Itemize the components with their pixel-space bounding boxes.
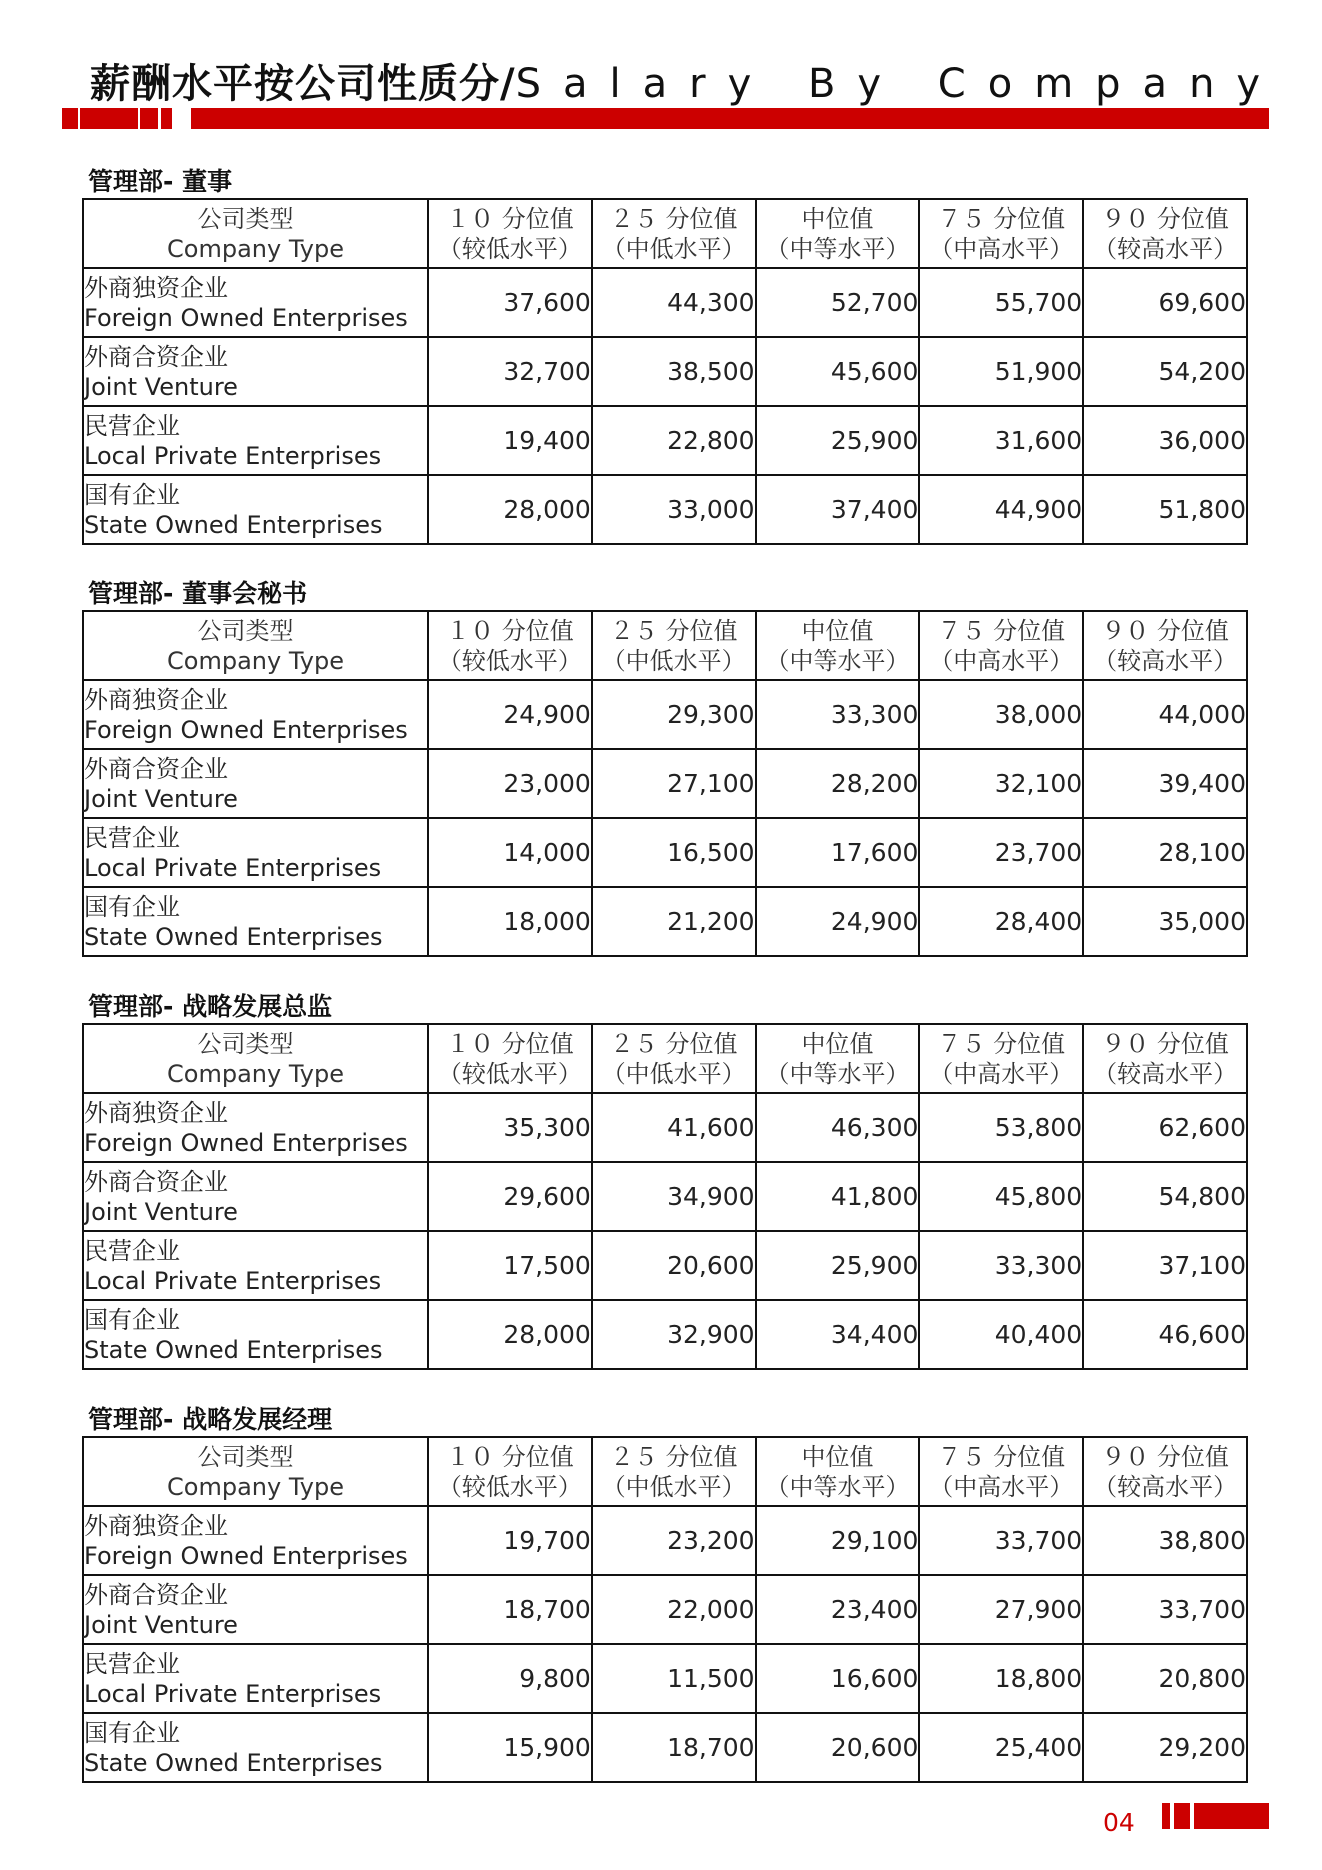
table-row xyxy=(83,818,1247,887)
page-title-cn: 薪酬水平按公司性质分/ xyxy=(90,61,516,107)
header-p75: ７５ 分位值 （中高水平） xyxy=(919,611,1083,680)
company-type-cell: 外商合资企业 Joint Venture xyxy=(83,1575,428,1644)
value-cell: 44,000 xyxy=(1083,680,1247,749)
header-p75: ７５ 分位值 （中高水平） xyxy=(919,1024,1083,1093)
header-p90: ９０ 分位值 （较高水平） xyxy=(1083,1437,1247,1506)
value-cell: 23,000 xyxy=(428,749,592,818)
value-cell: 37,100 xyxy=(1083,1231,1247,1300)
value-cell: 16,500 xyxy=(592,818,756,887)
value-cell: 38,000 xyxy=(919,680,1083,749)
header-company-type: 公司类型 Company Type xyxy=(83,611,428,680)
value-cell: 20,600 xyxy=(592,1231,756,1300)
value-cell: 46,600 xyxy=(1083,1300,1247,1369)
section-title: 管理部- 战略发展总监 xyxy=(88,992,333,1021)
value-cell: 34,900 xyxy=(592,1162,756,1231)
value-cell: 33,700 xyxy=(919,1506,1083,1575)
value-cell: 11,500 xyxy=(592,1644,756,1713)
value-cell: 45,800 xyxy=(919,1162,1083,1231)
value-cell: 28,400 xyxy=(919,887,1083,956)
value-cell: 54,200 xyxy=(1083,337,1247,406)
value-cell: 34,400 xyxy=(756,1300,920,1369)
table-header-row xyxy=(83,611,1247,680)
table-row xyxy=(83,1506,1247,1575)
value-cell: 39,400 xyxy=(1083,749,1247,818)
value-cell: 16,600 xyxy=(756,1644,920,1713)
section-title: 管理部- 董事会秘书 xyxy=(88,579,308,608)
section-title: 管理部- 战略发展经理 xyxy=(88,1405,333,1434)
value-cell: 18,800 xyxy=(919,1644,1083,1713)
value-cell: 62,600 xyxy=(1083,1093,1247,1162)
table-header-row xyxy=(83,199,1247,268)
header-company-type: 公司类型 Company Type xyxy=(83,1437,428,1506)
company-type-cell: 国有企业 State Owned Enterprises xyxy=(83,475,428,544)
company-type-cell: 民营企业 Local Private Enterprises xyxy=(83,1644,428,1713)
value-cell: 28,200 xyxy=(756,749,920,818)
header-company-type: 公司类型 Company Type xyxy=(83,1024,428,1093)
table-row xyxy=(83,1093,1247,1162)
value-cell: 55,700 xyxy=(919,268,1083,337)
value-cell: 52,700 xyxy=(756,268,920,337)
value-cell: 20,800 xyxy=(1083,1644,1247,1713)
company-type-cell: 民营企业 Local Private Enterprises xyxy=(83,406,428,475)
table-row xyxy=(83,680,1247,749)
value-cell: 41,800 xyxy=(756,1162,920,1231)
value-cell: 23,400 xyxy=(756,1575,920,1644)
value-cell: 18,000 xyxy=(428,887,592,956)
header-p50: 中位值 （中等水平） xyxy=(756,611,920,680)
value-cell: 29,600 xyxy=(428,1162,592,1231)
company-type-cell: 外商独资企业 Foreign Owned Enterprises xyxy=(83,268,428,337)
value-cell: 35,000 xyxy=(1083,887,1247,956)
value-cell: 28,100 xyxy=(1083,818,1247,887)
value-cell: 20,600 xyxy=(756,1713,920,1782)
value-cell: 23,700 xyxy=(919,818,1083,887)
value-cell: 37,400 xyxy=(756,475,920,544)
value-cell: 41,600 xyxy=(592,1093,756,1162)
value-cell: 29,100 xyxy=(756,1506,920,1575)
value-cell: 44,300 xyxy=(592,268,756,337)
company-type-cell: 民营企业 Local Private Enterprises xyxy=(83,818,428,887)
header-p25: ２５ 分位值 （中低水平） xyxy=(592,199,756,268)
value-cell: 22,000 xyxy=(592,1575,756,1644)
company-type-cell: 外商合资企业 Joint Venture xyxy=(83,337,428,406)
table-header-row xyxy=(83,1437,1247,1506)
company-type-cell: 外商独资企业 Foreign Owned Enterprises xyxy=(83,680,428,749)
page-title xyxy=(90,52,1282,109)
value-cell: 45,600 xyxy=(756,337,920,406)
value-cell: 33,700 xyxy=(1083,1575,1247,1644)
header-company-type: 公司类型 Company Type xyxy=(83,199,428,268)
salary-table xyxy=(82,610,1248,957)
value-cell: 17,600 xyxy=(756,818,920,887)
value-cell: 29,300 xyxy=(592,680,756,749)
value-cell: 51,800 xyxy=(1083,475,1247,544)
value-cell: 15,900 xyxy=(428,1713,592,1782)
value-cell: 53,800 xyxy=(919,1093,1083,1162)
header-p25: ２５ 分位值 （中低水平） xyxy=(592,1024,756,1093)
header-p50: 中位值 （中等水平） xyxy=(756,1024,920,1093)
header-p25: ２５ 分位值 （中低水平） xyxy=(592,611,756,680)
value-cell: 28,000 xyxy=(428,1300,592,1369)
value-cell: 27,900 xyxy=(919,1575,1083,1644)
value-cell: 9,800 xyxy=(428,1644,592,1713)
value-cell: 32,700 xyxy=(428,337,592,406)
header-p50: 中位值 （中等水平） xyxy=(756,199,920,268)
header-p90: ９０ 分位值 （较高水平） xyxy=(1083,1024,1247,1093)
value-cell: 36,000 xyxy=(1083,406,1247,475)
value-cell: 25,900 xyxy=(756,1231,920,1300)
value-cell: 24,900 xyxy=(756,887,920,956)
table-row xyxy=(83,337,1247,406)
header-p75: ７５ 分位值 （中高水平） xyxy=(919,199,1083,268)
salary-table xyxy=(82,198,1248,545)
value-cell: 37,600 xyxy=(428,268,592,337)
header-p10: １０ 分位值 （较低水平） xyxy=(428,199,592,268)
value-cell: 27,100 xyxy=(592,749,756,818)
company-type-cell: 民营企业 Local Private Enterprises xyxy=(83,1231,428,1300)
value-cell: 38,800 xyxy=(1083,1506,1247,1575)
value-cell: 29,200 xyxy=(1083,1713,1247,1782)
company-type-cell: 国有企业 State Owned Enterprises xyxy=(83,1300,428,1369)
table-row xyxy=(83,475,1247,544)
value-cell: 25,400 xyxy=(919,1713,1083,1782)
value-cell: 38,500 xyxy=(592,337,756,406)
header-p90: ９０ 分位值 （较高水平） xyxy=(1083,611,1247,680)
value-cell: 18,700 xyxy=(592,1713,756,1782)
value-cell: 18,700 xyxy=(428,1575,592,1644)
value-cell: 44,900 xyxy=(919,475,1083,544)
value-cell: 19,700 xyxy=(428,1506,592,1575)
table-row xyxy=(83,1300,1247,1369)
value-cell: 33,000 xyxy=(592,475,756,544)
value-cell: 19,400 xyxy=(428,406,592,475)
header-p90: ９０ 分位值 （较高水平） xyxy=(1083,199,1247,268)
page-number: 04 xyxy=(1103,1808,1135,1837)
value-cell: 46,300 xyxy=(756,1093,920,1162)
page-title-en: Salary By Company xyxy=(515,61,1283,107)
table-row xyxy=(83,268,1247,337)
value-cell: 28,000 xyxy=(428,475,592,544)
value-cell: 35,300 xyxy=(428,1093,592,1162)
value-cell: 33,300 xyxy=(756,680,920,749)
value-cell: 51,900 xyxy=(919,337,1083,406)
value-cell: 17,500 xyxy=(428,1231,592,1300)
value-cell: 24,900 xyxy=(428,680,592,749)
company-type-cell: 国有企业 State Owned Enterprises xyxy=(83,1713,428,1782)
table-row xyxy=(83,406,1247,475)
company-type-cell: 外商合资企业 Joint Venture xyxy=(83,1162,428,1231)
table-row xyxy=(83,1231,1247,1300)
value-cell: 31,600 xyxy=(919,406,1083,475)
company-type-cell: 外商独资企业 Foreign Owned Enterprises xyxy=(83,1093,428,1162)
company-type-cell: 外商合资企业 Joint Venture xyxy=(83,749,428,818)
table-row xyxy=(83,1162,1247,1231)
table-row xyxy=(83,749,1247,818)
header-p10: １０ 分位值 （较低水平） xyxy=(428,1024,592,1093)
value-cell: 21,200 xyxy=(592,887,756,956)
salary-table xyxy=(82,1436,1248,1783)
header-p25: ２５ 分位值 （中低水平） xyxy=(592,1437,756,1506)
value-cell: 23,200 xyxy=(592,1506,756,1575)
value-cell: 54,800 xyxy=(1083,1162,1247,1231)
value-cell: 40,400 xyxy=(919,1300,1083,1369)
table-row xyxy=(83,1575,1247,1644)
header-p10: １０ 分位值 （较低水平） xyxy=(428,611,592,680)
salary-table xyxy=(82,1023,1248,1370)
value-cell: 22,800 xyxy=(592,406,756,475)
section-title: 管理部- 董事 xyxy=(88,167,233,196)
header-p50: 中位值 （中等水平） xyxy=(756,1437,920,1506)
value-cell: 33,300 xyxy=(919,1231,1083,1300)
header-p75: ７５ 分位值 （中高水平） xyxy=(919,1437,1083,1506)
value-cell: 14,000 xyxy=(428,818,592,887)
table-row xyxy=(83,1644,1247,1713)
company-type-cell: 外商独资企业 Foreign Owned Enterprises xyxy=(83,1506,428,1575)
value-cell: 25,900 xyxy=(756,406,920,475)
company-type-cell: 国有企业 State Owned Enterprises xyxy=(83,887,428,956)
value-cell: 69,600 xyxy=(1083,268,1247,337)
value-cell: 32,900 xyxy=(592,1300,756,1369)
table-row xyxy=(83,887,1247,956)
header-p10: １０ 分位值 （较低水平） xyxy=(428,1437,592,1506)
table-row xyxy=(83,1713,1247,1782)
value-cell: 32,100 xyxy=(919,749,1083,818)
table-header-row xyxy=(83,1024,1247,1093)
